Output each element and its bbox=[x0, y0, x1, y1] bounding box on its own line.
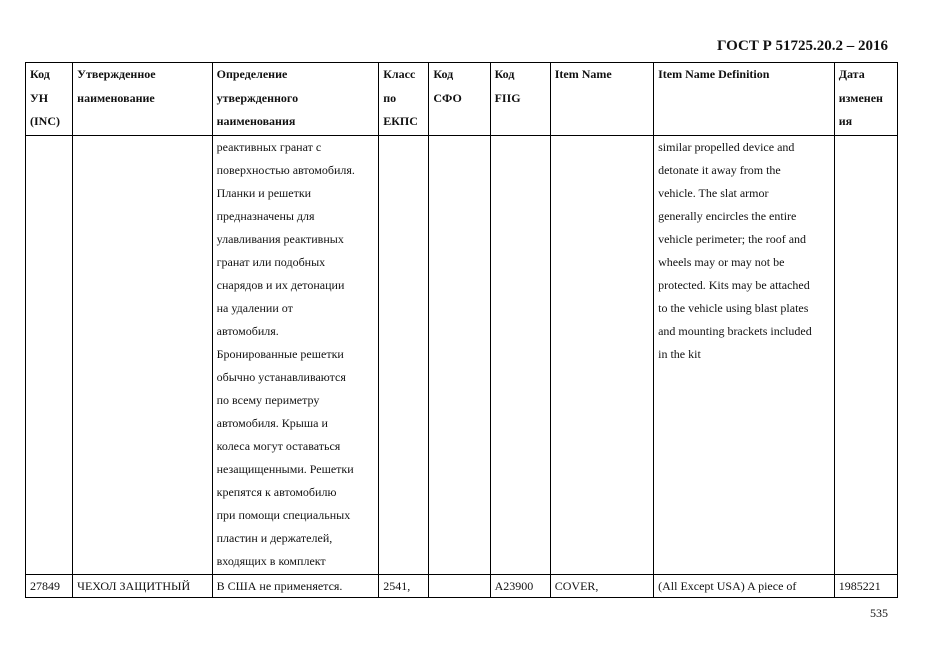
definition-line: обычно устанавливаются bbox=[216, 370, 346, 384]
definition-line: колеса могут оставаться bbox=[216, 439, 341, 453]
definition-line: гранат или подобных bbox=[216, 255, 326, 269]
standard-table bbox=[25, 62, 898, 598]
header-item-name-definition bbox=[654, 63, 835, 136]
header-line: Код bbox=[30, 67, 50, 81]
definition-line: снарядов и их детонации bbox=[216, 278, 345, 292]
definition-line: улавливания реактивных bbox=[216, 232, 344, 246]
header-line: Item Name Definition bbox=[658, 67, 770, 81]
definition-line: реактивных гранат с bbox=[216, 140, 322, 154]
definition-line: similar propelled device and bbox=[658, 140, 795, 154]
cell-inc-empty bbox=[26, 136, 73, 575]
definition-line: to the vehicle using blast plates bbox=[658, 301, 809, 315]
definition-line: крепятся к автомобилю bbox=[216, 485, 337, 499]
header-line: Класс bbox=[383, 67, 416, 81]
header-fsc-class bbox=[379, 63, 429, 136]
definition-line: на удалении от bbox=[216, 301, 293, 315]
cell-definition: В США не применяется. bbox=[212, 575, 379, 598]
definition-line: vehicle. The slat armor bbox=[658, 186, 769, 200]
cell-definition-ru bbox=[212, 136, 379, 575]
definition-line: входящих в комплект bbox=[216, 554, 326, 568]
cell-definition-en bbox=[654, 136, 835, 575]
definition-line: поверхностью автомобиля. bbox=[216, 163, 355, 177]
definition-line: при помощи специальных bbox=[216, 508, 351, 522]
header-line: ЕКПС bbox=[383, 114, 418, 128]
header-line: по bbox=[383, 90, 397, 105]
cell-item-name: COVER, bbox=[550, 575, 653, 598]
header-row bbox=[26, 63, 898, 136]
header-line: Код bbox=[433, 67, 454, 81]
header-line: изменен bbox=[838, 90, 883, 105]
header-change-date bbox=[834, 63, 897, 136]
cell-date-empty bbox=[834, 136, 897, 575]
header-approved-name bbox=[73, 63, 212, 136]
header-fiig-code bbox=[490, 63, 550, 136]
header-line: утвержденного bbox=[216, 90, 299, 105]
header-line: наименование bbox=[77, 90, 155, 105]
cell-inc: 27849 bbox=[26, 575, 73, 598]
definition-line: Планки и решетки bbox=[216, 186, 312, 200]
header-line: Определение bbox=[216, 67, 288, 81]
cell-name-empty bbox=[73, 136, 212, 575]
cell-fsc-empty bbox=[379, 136, 429, 575]
header-line: (INC) bbox=[30, 114, 60, 128]
cell-fiig-empty bbox=[490, 136, 550, 575]
definition-line: по всему периметру bbox=[216, 393, 320, 407]
page-number: 535 bbox=[870, 606, 888, 620]
header-definition bbox=[212, 63, 379, 136]
header-sfo-code bbox=[429, 63, 490, 136]
cell-sfo bbox=[429, 575, 490, 598]
cell-item-name-empty bbox=[550, 136, 653, 575]
header-inc bbox=[26, 63, 73, 136]
definition-line: detonate it away from the bbox=[658, 163, 781, 177]
definition-line: предназначены для bbox=[216, 209, 315, 223]
cell-item-name-definition: (All Except USA) A piece of bbox=[654, 575, 835, 598]
header-line: УН bbox=[30, 90, 49, 105]
header-line: FIIG bbox=[494, 90, 521, 105]
definition-line: generally encircles the entire bbox=[658, 209, 797, 223]
definition-line: protected. Kits may be attached bbox=[658, 278, 810, 292]
definition-line: and mounting brackets included bbox=[658, 324, 812, 338]
cell-date: 1985221 bbox=[834, 575, 897, 598]
table-row bbox=[26, 136, 898, 575]
table-row bbox=[26, 575, 898, 598]
header-line: Item Name bbox=[554, 67, 612, 81]
definition-line: незащищенными. Решетки bbox=[216, 462, 354, 476]
definition-line: wheels may or may not be bbox=[658, 255, 785, 269]
header-line: Дата bbox=[838, 67, 865, 81]
definition-line: пластин и держателей, bbox=[216, 531, 333, 545]
definition-line: автомобиля. bbox=[216, 324, 279, 338]
cell-fsc: 2541, bbox=[379, 575, 429, 598]
definition-line: автомобиля. Крыша и bbox=[216, 416, 328, 430]
cell-fiig: A23900 bbox=[490, 575, 550, 598]
cell-sfo-empty bbox=[429, 136, 490, 575]
header-line: Утвержденное bbox=[77, 67, 156, 81]
header-line: СФО bbox=[433, 90, 462, 105]
definition-line: in the kit bbox=[658, 347, 701, 361]
header-item-name bbox=[550, 63, 653, 136]
header-line: Код bbox=[494, 67, 515, 81]
cell-approved-name: ЧЕХОЛ ЗАЩИТНЫЙ bbox=[73, 575, 212, 598]
definition-line: Бронированные решетки bbox=[216, 347, 344, 361]
definition-line: vehicle perimeter; the roof and bbox=[658, 232, 807, 246]
document-code: ГОСТ Р 51725.20.2 – 2016 bbox=[716, 38, 888, 54]
header-line: наименования bbox=[216, 114, 296, 128]
header-line: ия bbox=[838, 114, 853, 128]
